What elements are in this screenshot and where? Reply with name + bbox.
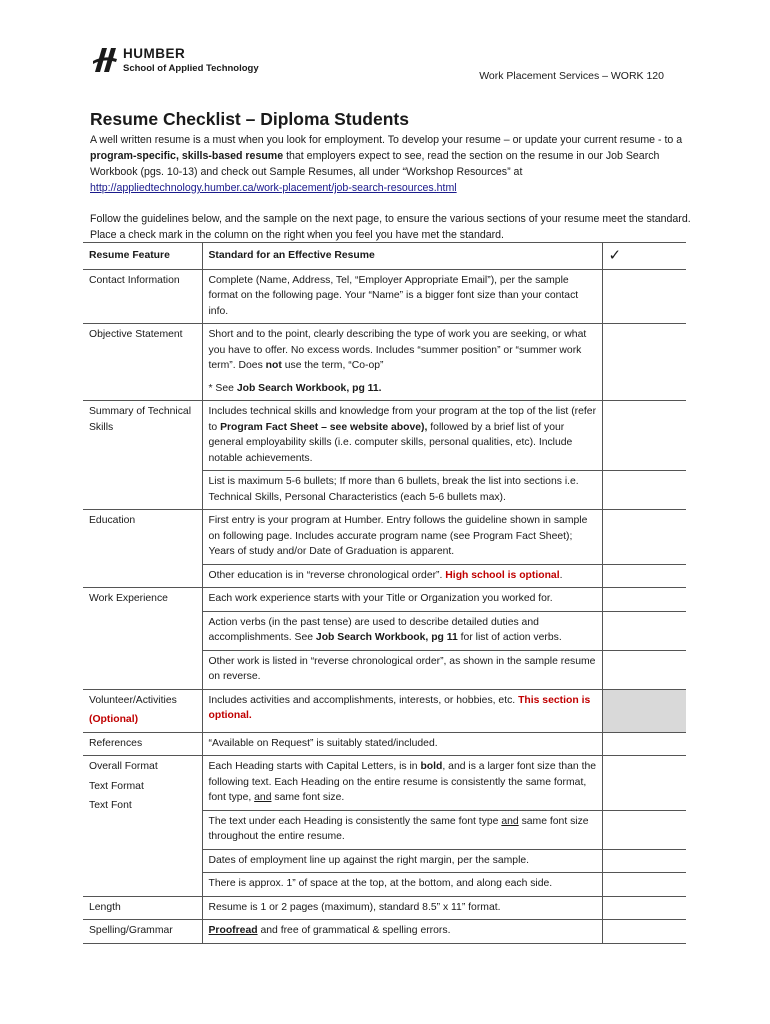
checklist-table	[83, 242, 686, 944]
summary-text-a: Includes technical skills and knowledge from your program at the top of the list (refer to	[208, 406, 597, 433]
logo-subtitle: School of Applied Technology	[123, 62, 259, 74]
header-course: Work Placement Services – WORK 120	[479, 70, 664, 82]
resources-link[interactable]: http://appliedtechnology.humber.ca/work-placement/job-search-resources.html	[90, 182, 457, 194]
check-cell-work[interactable]	[602, 588, 686, 612]
standard-format-3: Dates of employment line up against the right margin, per the sample.	[202, 849, 602, 873]
summary-bold: Program Fact Sheet – see website above),	[220, 421, 428, 433]
check-cell-work-3[interactable]	[602, 650, 686, 689]
table-row-work	[83, 588, 686, 612]
objective-bold: not	[265, 360, 282, 371]
feature-education: Education	[83, 510, 202, 588]
work-text-a: Action verbs (in the past tense) are used to describe detailed duties and accomplishments. See	[208, 616, 539, 643]
spelling-text: and free of grammatical & spelling errors.	[257, 925, 451, 936]
check-cell-summary-2[interactable]	[602, 471, 686, 510]
table-row-references	[83, 732, 686, 756]
format-text-a: Each Heading starts with Capital Letters, is in	[208, 761, 421, 772]
objective-text-b: use the term, “Co-op”	[281, 360, 384, 371]
check-cell-education[interactable]	[602, 510, 686, 565]
volunteer-text: Includes activities and accomplishments, interests, or hobbies, etc.	[208, 694, 519, 706]
standard-objective	[202, 324, 602, 378]
intro-paragraph	[90, 132, 700, 196]
standard-work: Each work experience starts with your Title or Organization you worked for.	[202, 588, 602, 612]
work-text-b: for list of action verbs.	[457, 632, 562, 643]
check-cell-length[interactable]	[602, 896, 686, 920]
intro-text-1: A well written resume is a must when you look for employment. To develop your resume – or update your current resume - to a	[90, 134, 683, 146]
standard-work-3: Other work is listed in “reverse chronological order”, as shown in the sample resume on reverse.	[202, 650, 602, 689]
col-header-check: ✓	[602, 243, 686, 270]
standard-education-2	[202, 564, 602, 588]
table-row-volunteer	[83, 689, 686, 732]
feature-summary: Summary of Technical Skills	[83, 401, 202, 510]
feature-objective: Objective Statement	[83, 324, 202, 401]
page-title: Resume Checklist – Diploma Students	[90, 109, 409, 129]
standard-summary-2: List is maximum 5-6 bullets; If more than 6 bullets, break the list into sections i.e. Technical Skills, Personal Characteristics (each 5-6 bullets max).	[202, 471, 602, 510]
table-row-objective	[83, 324, 686, 378]
education-optional: High school is optional	[445, 569, 560, 581]
format-text-b: , and is a larger font size than the following text. Each Heading on the entire resume is consistently the same format, font type,	[208, 761, 597, 803]
standard-format-2	[202, 810, 602, 849]
format2-text-b: same font size throughout the entire resume.	[208, 815, 589, 842]
feature-references: References	[83, 732, 202, 756]
intro-text-2: that employers expect to see, read the section on the resume in our Job Search Workbook (pgs. 10-13) and check out Sample Resumes, all under “Workshop Resources” at	[90, 150, 660, 178]
feature-spelling: Spelling/Grammar	[83, 920, 202, 944]
check-cell-education-2[interactable]	[602, 564, 686, 588]
standard-contact: Complete (Name, Address, Tel, “Employer Appropriate Email”), per the sample format on the following page. Your “Name” is a bigger font size than your contact info.	[202, 269, 602, 324]
humber-logo-mark-icon	[91, 45, 118, 75]
format-text: Text Format	[89, 780, 144, 792]
check-cell-references[interactable]	[602, 732, 686, 756]
format-font: Text Font	[89, 800, 132, 811]
check-cell-objective[interactable]	[602, 324, 686, 401]
objective-see: * See	[208, 382, 237, 394]
standard-format	[202, 756, 602, 811]
guidelines-paragraph: Follow the guidelines below, and the sample on the next page, to ensure the various sections of your resume meet the standard. Place a check mark in the column on the right when you feel you have met the standard.	[90, 213, 691, 241]
format-and: and	[254, 792, 272, 803]
volunteer-label: Volunteer/Activities	[89, 694, 177, 706]
check-cell-volunteer[interactable]	[602, 689, 686, 732]
standard-objective-2	[202, 378, 602, 401]
standard-education: First entry is your program at Humber. Entry follows the guideline shown in sample on following page. Includes accurate program name (see Program Fact Sheet); Years of study and/or Date of Graduation is apparent.	[202, 510, 602, 565]
check-cell-work-2[interactable]	[602, 611, 686, 650]
format2-and: and	[501, 815, 519, 827]
education-period: .	[559, 569, 563, 581]
standard-work-2	[202, 611, 602, 650]
summary-text-b: followed by a brief list of your general employability skills (i.e. computer skills, personal qualities, etc). Include notable achievements.	[208, 421, 573, 464]
intro-bold: program-specific, skills-based resume	[90, 150, 284, 162]
feature-contact: Contact Information	[83, 269, 202, 324]
format-bold: bold	[420, 761, 443, 772]
table-row-format	[83, 756, 686, 811]
check-cell-summary[interactable]	[602, 401, 686, 471]
objective-workbook: Job Search Workbook, pg 11.	[236, 382, 382, 394]
table-header-row	[83, 243, 686, 270]
table-row-spelling	[83, 920, 686, 944]
table-row-length	[83, 896, 686, 920]
check-cell-format-4[interactable]	[602, 873, 686, 897]
volunteer-optional-note: This section is optional.	[208, 694, 591, 721]
spelling-proofread: Proofread	[208, 925, 258, 936]
table-row-summary	[83, 401, 686, 471]
feature-format	[83, 756, 202, 897]
standard-length: Resume is 1 or 2 pages (maximum), standard 8.5” x 11” format.	[202, 896, 602, 920]
check-cell-format[interactable]	[602, 756, 686, 811]
format-text-c: same font size.	[271, 792, 345, 803]
col-header-feature: Resume Feature	[83, 243, 202, 270]
col-header-standard: Standard for an Effective Resume	[202, 243, 602, 270]
format2-text-a: The text under each Heading is consistently the same font type	[208, 815, 502, 827]
table-row-contact	[83, 269, 686, 324]
objective-text-a: Short and to the point, clearly describing the type of work you are seeking, or what you have to offer. No excess words. Includes “summer position” or “summer work term”. Does	[208, 329, 587, 371]
feature-volunteer	[83, 689, 202, 732]
standard-format-4: There is approx. 1” of space at the top, at the bottom, and along each side.	[202, 873, 602, 897]
table-row-education	[83, 510, 686, 565]
feature-work: Work Experience	[83, 588, 202, 690]
volunteer-optional: (Optional)	[89, 714, 139, 725]
check-cell-format-3[interactable]	[602, 849, 686, 873]
education-text: Other education is in “reverse chronological order”.	[208, 569, 446, 581]
feature-length: Length	[83, 896, 202, 920]
check-cell-spelling[interactable]	[602, 920, 686, 944]
standard-references: “Available on Request” is suitably stated/included.	[202, 732, 602, 756]
work-bold: Job Search Workbook, pg 11	[315, 632, 458, 643]
standard-spelling	[202, 920, 602, 944]
standard-volunteer	[202, 689, 602, 732]
logo-name: HUMBER	[123, 46, 186, 61]
check-cell-format-2[interactable]	[602, 810, 686, 849]
format-overall: Overall Format	[89, 761, 158, 772]
humber-logo	[91, 45, 259, 75]
standard-summary	[202, 401, 602, 471]
check-cell-contact[interactable]	[602, 269, 686, 324]
